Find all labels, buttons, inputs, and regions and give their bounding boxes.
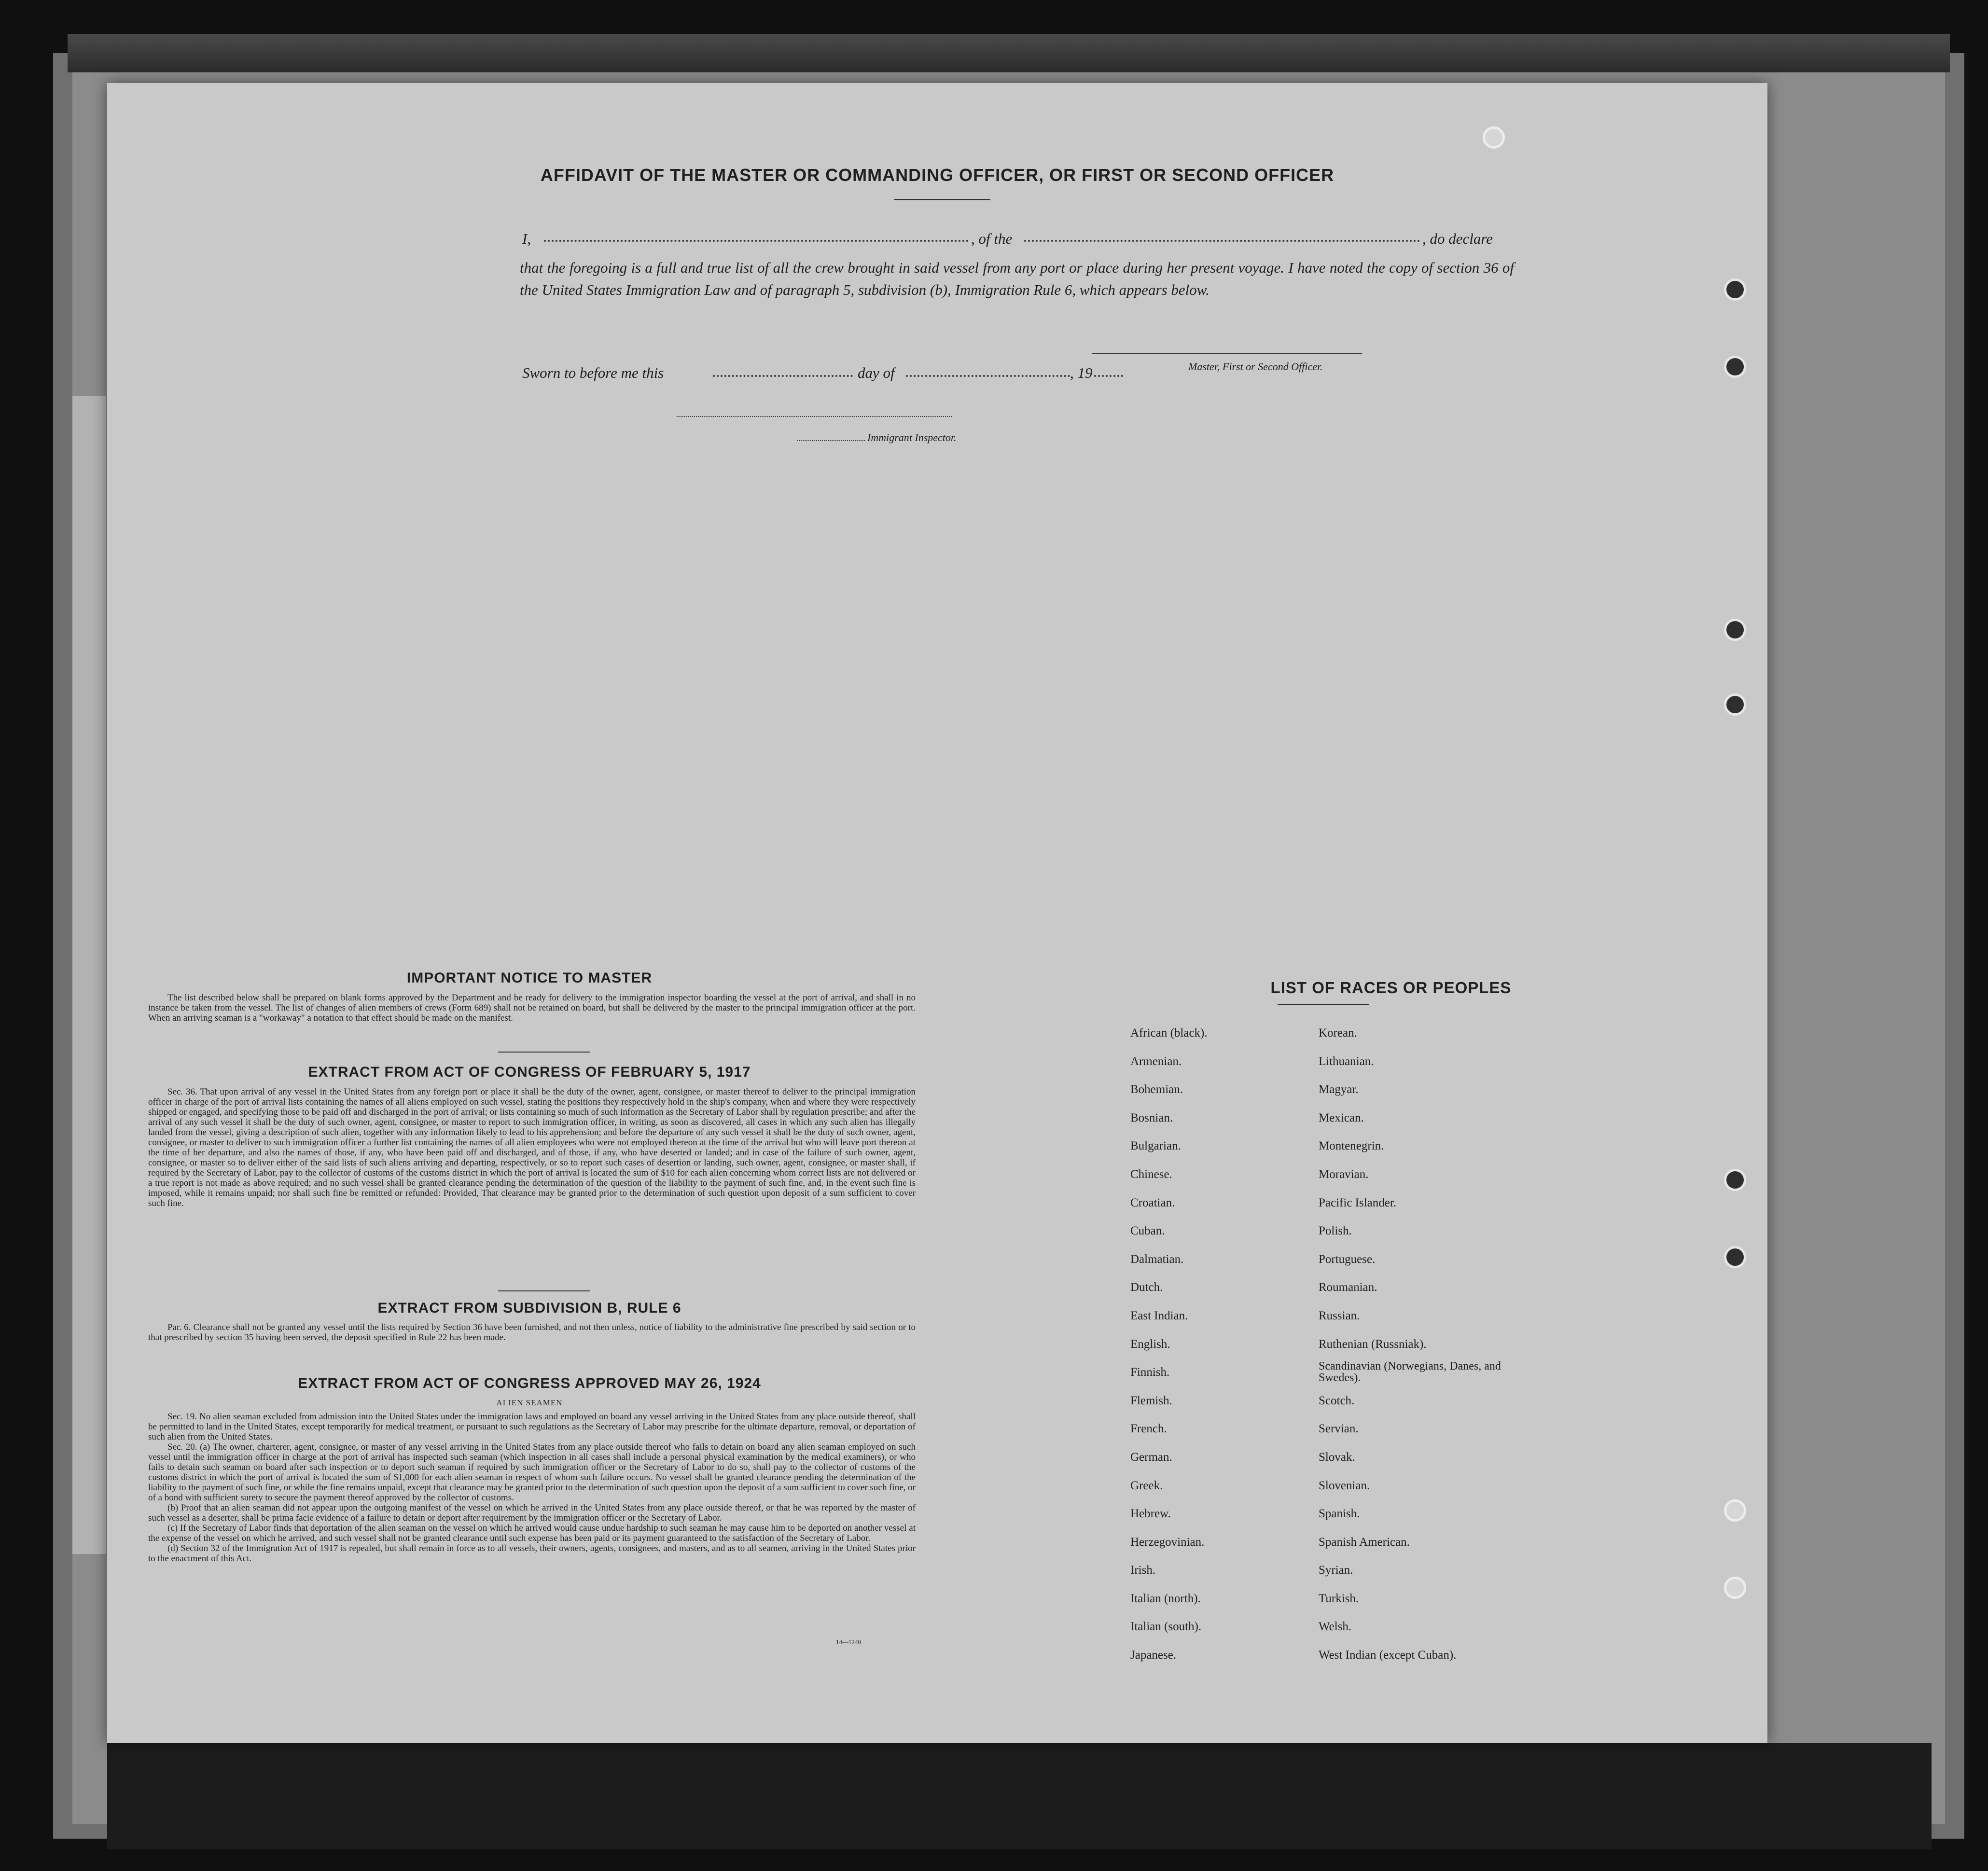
punch-hole-icon xyxy=(1724,693,1746,716)
race-item: Armenian. xyxy=(1130,1054,1182,1068)
document-page xyxy=(107,83,1767,1743)
punch-hole-icon xyxy=(1483,126,1505,149)
race-item: Ruthenian (Russniak). xyxy=(1319,1337,1427,1351)
race-item: Magyar. xyxy=(1319,1083,1359,1096)
notice-title: IMPORTANT NOTICE TO MASTER xyxy=(406,970,653,986)
binding-shadow xyxy=(107,1743,1932,1849)
punch-hole-icon xyxy=(1724,1246,1746,1268)
race-item: Greek. xyxy=(1130,1479,1163,1492)
race-item: Bulgarian. xyxy=(1130,1139,1181,1153)
sworn-year: , 19 xyxy=(1070,364,1093,381)
signature-line xyxy=(1092,353,1362,354)
race-item: Lithuanian. xyxy=(1319,1054,1374,1068)
punch-hole-icon xyxy=(1724,1577,1746,1599)
rule6-title: EXTRACT FROM SUBDIVISION B, RULE 6 xyxy=(377,1300,681,1316)
race-item: Syrian. xyxy=(1319,1564,1353,1577)
race-item: African (black). xyxy=(1130,1026,1208,1039)
punch-hole-icon xyxy=(1724,1169,1746,1191)
race-item: Turkish. xyxy=(1319,1592,1359,1605)
race-item: Spanish American. xyxy=(1319,1535,1410,1549)
race-item: Mexican. xyxy=(1319,1111,1364,1124)
race-item: Moravian. xyxy=(1319,1167,1369,1181)
race-item: Italian (north). xyxy=(1130,1592,1201,1605)
rule6-text: Par. 6. Clearance shall not be granted any vessel until the lists required by Section 36 have been furnished, and not then unless, notice of liability to the administrative fine prescribed by said section or to that prescribed by section 35 having been served, the deposit specified in Rule 22 has been made. xyxy=(148,1322,916,1343)
sworn-mid: day of xyxy=(858,364,895,381)
races-rule xyxy=(1278,1004,1369,1005)
name-blank xyxy=(544,240,969,242)
extract-1917-title: EXTRACT FROM ACT OF CONGRESS OF FEBRUARY 5, 1917 xyxy=(308,1064,751,1080)
race-item: Slovak. xyxy=(1319,1450,1355,1464)
sec20c-text: (c) If the Secretary of Labor finds that deportation of the alien seaman on the vessel on which he arrived would cause undue hardship to such seaman he may cause him to be deported on another vessel at the expense of the vessel on which he arrived, and such vessel shall not be granted clearance until such expense has been paid or its payment guaranteed to the satisfaction of the Secretary of Labor. xyxy=(148,1523,916,1543)
race-item: Dutch. xyxy=(1130,1281,1163,1294)
race-item: Portuguese. xyxy=(1319,1252,1376,1266)
extract-1917-text: Sec. 36. That upon arrival of any vessel in the United States from any foreign port or place it shall be the duty of the owner, agent, consignee, or master thereof to deliver to the principal immigration officer in charge of the port of arrival lists containing the names of all aliens employed on such vessel, stating the positions they respectively hold in the ship's company, when and where they were respectively shipped or engaged, and specifying those to be paid off and discharged in the port of arrival; or lists containing so much of such information as the Secretary of Labor shall by regulation prescribe; and after the arrival of any such vessel it shall be the duty of such owner, agent, consignee, or master to report to such immigration officer, in writing, as soon as discovered, all cases in which any such alien has illegally landed from the vessel, giving a description of such alien, together with any information likely to lead to his apprehension; and before the departure of any such vessel it shall be the duty of such owner, agent, consignee, or master to deliver to such immigration officer a further list containing the names of all alien employees who were not employed thereon at the time of the arrival but who will leave port thereon at the time of her departure, and also the names of those, if any, who have been paid off and discharged, and of those, if any, who have deserted or landed; and in case of the failure of such owner, agent, consignee, or master so to deliver either of the said lists of such aliens arriving and departing, respectively, or so to report such cases of desertion or landing, such owner, agent, consignee, or master shall, if required by the Secretary of Labor, pay to the collector of customs of the customs district in which the port of arrival is located the sum of $10 for each alien concerning whom correct lists are not delivered or a true report is not made as above required; and no such vessel shall be granted clearance pending the determination of the question of the liability to the payment of such fine, and, in the event such fine is imposed, while it remains unpaid; nor shall such fine be remitted or refunded: Provided, That clearance may be granted prior to the determination of such question upon deposit of a sum sufficient to cover such fine. xyxy=(148,1087,916,1208)
race-item: Slovenian. xyxy=(1319,1479,1370,1492)
race-item: Polish. xyxy=(1319,1224,1352,1238)
race-item: Spanish. xyxy=(1319,1507,1360,1521)
day-blank xyxy=(713,375,853,377)
extract-1924-text xyxy=(148,1412,916,1564)
title-rule xyxy=(894,199,990,200)
race-item: Scotch. xyxy=(1319,1394,1355,1407)
sworn-prefix: Sworn to before me this xyxy=(522,364,664,381)
race-item: Bohemian. xyxy=(1130,1083,1183,1096)
inspector-dots xyxy=(797,440,865,441)
race-item: Flemish. xyxy=(1130,1394,1172,1407)
punch-hole-icon xyxy=(1724,278,1746,301)
race-item: Servian. xyxy=(1319,1422,1359,1436)
previous-page-sliver xyxy=(72,396,106,1554)
race-item: West Indian (except Cuban). xyxy=(1319,1649,1457,1662)
race-item: French. xyxy=(1130,1422,1167,1436)
race-item: Herzegovinian. xyxy=(1130,1535,1205,1549)
race-item: Bosnian. xyxy=(1130,1111,1173,1124)
affidavit-line1-mid: , of the xyxy=(971,230,1013,247)
race-item: Welsh. xyxy=(1319,1620,1352,1634)
sec20a-text: Sec. 20. (a) The owner, charterer, agent, consignee, or master of any vessel arriving in the United States from any place outside thereof who fails to detain on board any alien seaman employed on such vessel until the immigration officer in charge at the port of arrival has inspected such seaman (which inspection in all cases shall include a personal physical examination by the medical examiners), or who fails to detain such seaman on board after such inspection or to deport such seaman if required by such immigration officer or the Secretary of Labor to do so, shall pay to the collector of customs of the customs district in which the port of arrival is located the sum of $1,000 for each alien seaman in respect of whom such failure occurs. No vessel shall be granted clearance pending the determination of the liability to the payment of such fine, or while the fine remains unpaid, except that clearance may be granted prior to the determination of such question upon the deposit of a sum sufficient to cover such fine, or of a bond with sufficient surety to secure the payment thereof approved by the collector of customs. xyxy=(148,1442,916,1503)
vessel-blank xyxy=(1024,240,1420,242)
affidavit-title: AFFIDAVIT OF THE MASTER OR COMMANDING OFFICER, OR FIRST OR SECOND OFFICER xyxy=(540,165,1335,185)
race-item: East Indian. xyxy=(1130,1309,1188,1322)
race-item: Italian (south). xyxy=(1130,1620,1202,1634)
inspector-label: Immigrant Inspector. xyxy=(867,431,957,443)
alien-seamen-subtitle: ALIEN SEAMEN xyxy=(496,1398,563,1407)
section-rule xyxy=(498,1290,590,1291)
sec20d-text: (d) Section 32 of the Immigration Act of 1917 is repealed, but shall remain in force as to all vessels, their owners, agents, consignees, and masters, and as to all seamen, arriving in the United States prior to the enactment of this Act. xyxy=(148,1543,916,1564)
race-item: English. xyxy=(1130,1337,1170,1351)
race-item: Chinese. xyxy=(1130,1167,1172,1181)
inspector-line xyxy=(677,416,952,417)
races-left-column xyxy=(1130,1019,1323,1670)
race-item: Hebrew. xyxy=(1130,1507,1171,1521)
binder-edge xyxy=(68,34,1950,72)
sec19-text: Sec. 19. No alien seaman excluded from admission into the United States under the immigration laws and employed on board any vessel arriving in the United States from any place outside thereof, shall be permitted to land in the United States, except temporarily for medical treatment, or pursuant to such regulations as the Secretary of Labor may prescribe for the ultimate departure, removal, or deportation of such alien from the United States. xyxy=(148,1412,916,1442)
punch-hole-icon xyxy=(1724,619,1746,641)
race-item: Irish. xyxy=(1130,1564,1156,1577)
affidavit-paragraph: that the foregoing is a full and true list of all the crew brought in said vessel from any port or place during her present voyage. I have noted the copy of section 36 of the United States Immigration Law and of paragraph 5, subdivision (b), Immigration Rule 6, which appears below. xyxy=(520,259,1514,298)
notice-text: The list described below shall be prepared on blank forms approved by the Department and be ready for delivery to the immigration inspector boarding the vessel at the port of arrival, and shall in no instance be taken from the vessel. The list of changes of alien members of crews (Form 689) shall not be retained on board, but shall be delivered by the master to the principal immigration officer at the port. When an arriving seaman is a "workaway" a notation to that effect should be made on the manifest. xyxy=(148,993,916,1023)
race-item: Cuban. xyxy=(1130,1224,1165,1238)
punch-hole-icon xyxy=(1724,1499,1746,1522)
year-blank xyxy=(1094,375,1123,377)
month-blank xyxy=(906,375,1070,377)
race-item: Montenegrin. xyxy=(1319,1139,1384,1153)
races-right-column xyxy=(1319,1019,1502,1670)
race-item: Scandinavian (Norwegians, Danes, and Swedes). xyxy=(1319,1360,1501,1385)
race-item: Dalmatian. xyxy=(1130,1252,1184,1266)
affidavit-line1-suffix: , do declare xyxy=(1422,230,1493,247)
race-item: Roumanian. xyxy=(1319,1281,1377,1294)
races-title: LIST OF RACES OR PEOPLES xyxy=(1270,979,1512,997)
race-item: Korean. xyxy=(1319,1026,1357,1039)
race-item: German. xyxy=(1130,1450,1172,1464)
race-item: Russian. xyxy=(1319,1309,1360,1322)
extract-1924-title: EXTRACT FROM ACT OF CONGRESS APPROVED MAY 26, 1924 xyxy=(298,1375,761,1391)
section-rule xyxy=(498,1052,590,1053)
punch-hole-icon xyxy=(1724,356,1746,378)
race-item: Japanese. xyxy=(1130,1649,1177,1662)
race-item: Croatian. xyxy=(1130,1196,1175,1209)
race-item: Finnish. xyxy=(1130,1366,1170,1379)
sec20b-text: (b) Proof that an alien seaman did not appear upon the outgoing manifest of the vessel on which he arrived in the United States from any place outside thereof, or that he was reported by the master of such vessel as a deserter, shall be prima facie evidence of a failure to detain or deport after requirement by the immigration officer or the Secretary of Labor. xyxy=(148,1503,916,1523)
affidavit-line1-prefix: I, xyxy=(522,230,531,247)
race-item: Pacific Islander. xyxy=(1319,1196,1397,1209)
form-number: 14—1240 xyxy=(836,1638,861,1646)
signature-label: Master, First or Second Officer. xyxy=(1188,360,1323,373)
